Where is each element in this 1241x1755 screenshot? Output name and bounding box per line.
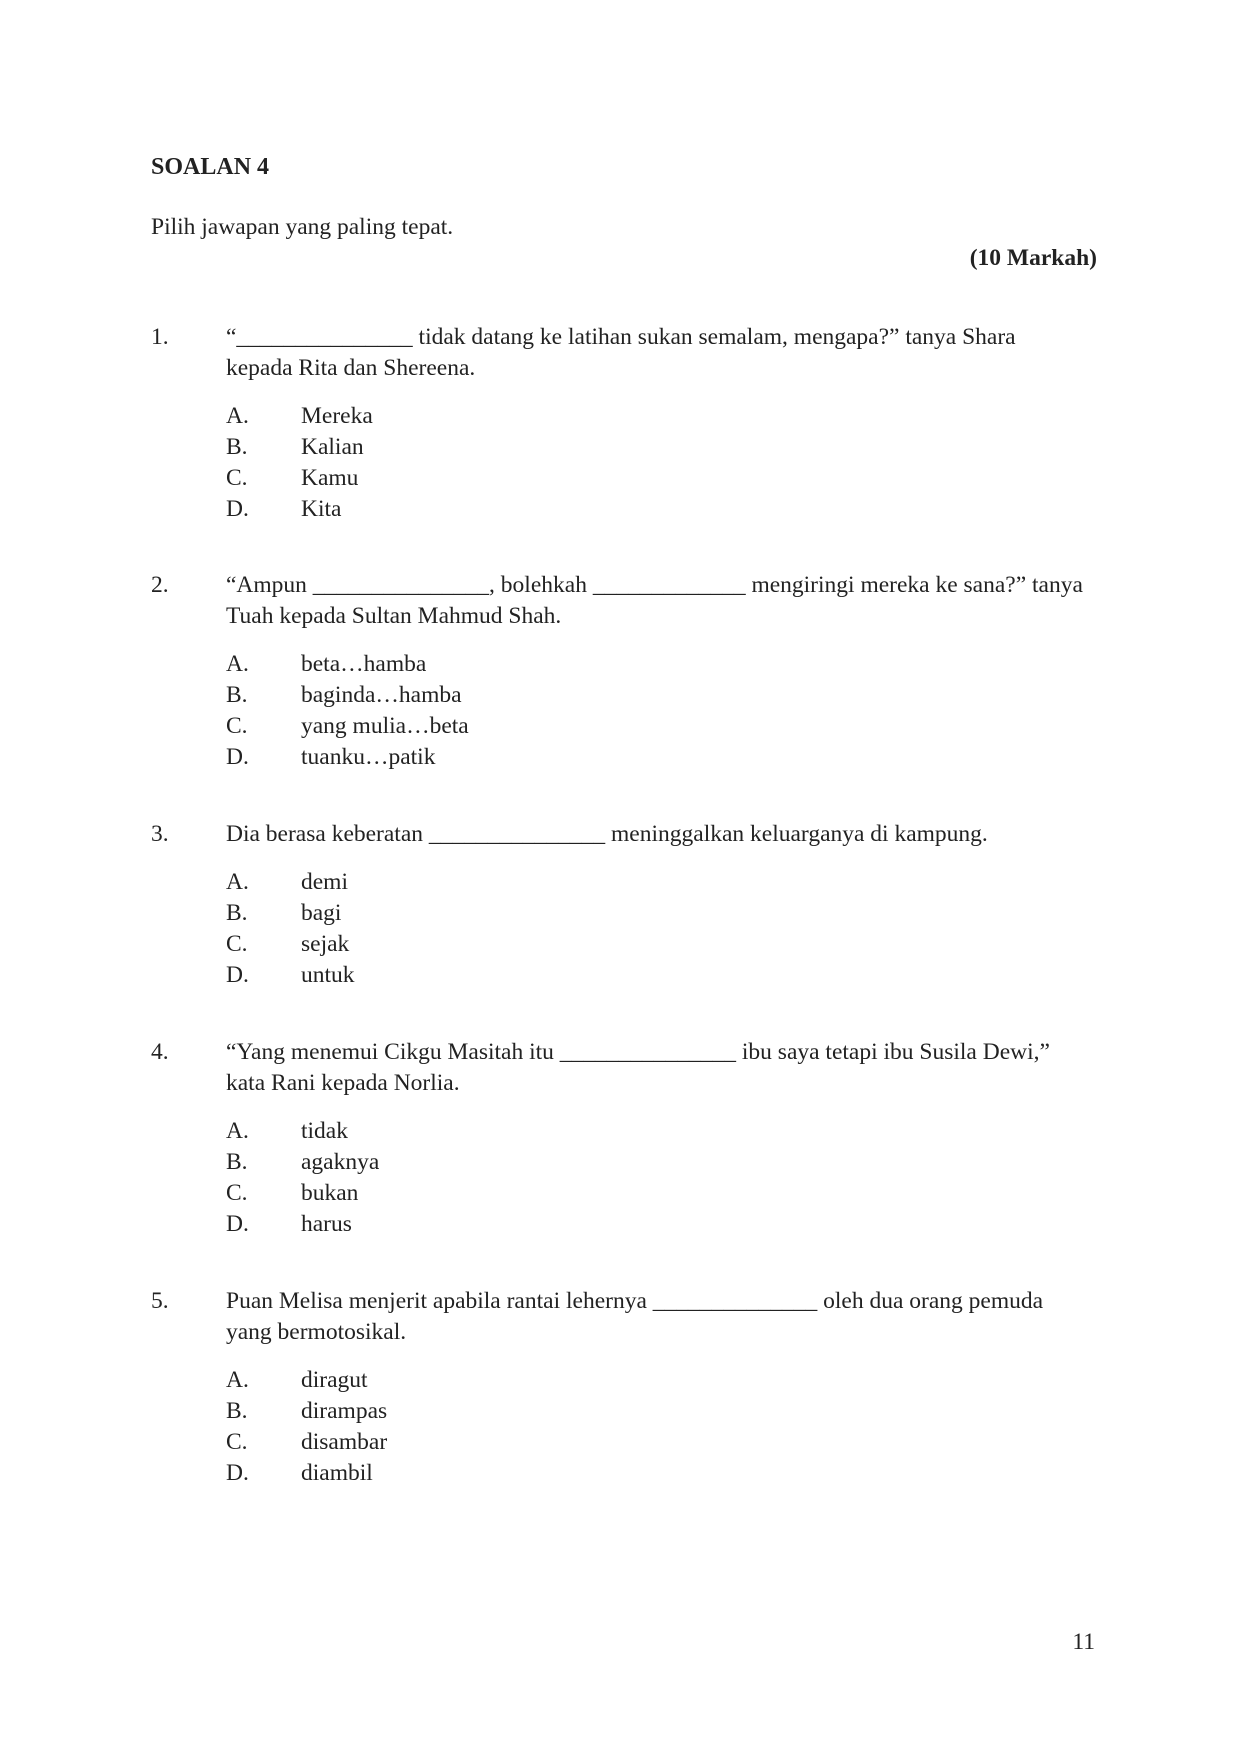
option-list (226, 649, 1091, 773)
option-text: bagi (301, 900, 342, 926)
question-number: 3. (151, 821, 169, 847)
option-text: bukan (301, 1180, 359, 1206)
option-list (226, 867, 1091, 991)
option-a[interactable] (226, 867, 1091, 898)
question-3 (151, 819, 1091, 991)
option-d[interactable] (226, 1458, 1091, 1489)
question-number: 4. (151, 1039, 169, 1065)
option-c[interactable] (226, 463, 1091, 494)
option-text: tidak (301, 1118, 348, 1144)
marks-label: (10 Markah) (969, 245, 1097, 271)
option-letter: A. (226, 651, 249, 677)
option-text: Mereka (301, 403, 373, 429)
option-text: beta…hamba (301, 651, 427, 677)
option-d[interactable] (226, 494, 1091, 525)
option-text: diragut (301, 1367, 368, 1393)
option-list (226, 1116, 1091, 1240)
option-letter: B. (226, 900, 248, 926)
option-a[interactable] (226, 401, 1091, 432)
question-number: 2. (151, 572, 169, 598)
option-text: Kamu (301, 465, 359, 491)
option-text: disambar (301, 1429, 388, 1455)
question-text: Puan Melisa menjerit apabila rantai lehernya ______________ oleh dua orang pemuda yang bermotosikal. (226, 1288, 1044, 1345)
option-a[interactable] (226, 1116, 1091, 1147)
option-b[interactable] (226, 898, 1091, 929)
instruction-text: Pilih jawapan yang paling tepat. (151, 214, 454, 240)
option-text: harus (301, 1211, 352, 1237)
option-letter: C. (226, 713, 248, 739)
option-b[interactable] (226, 1396, 1091, 1427)
option-letter: C. (226, 1429, 248, 1455)
question-4 (151, 1037, 1091, 1240)
question-1 (151, 322, 1091, 525)
option-letter: C. (226, 465, 248, 491)
option-b[interactable] (226, 1147, 1091, 1178)
question-text: “_______________ tidak datang ke latihan sukan semalam, mengapa?” tanya Shara kepada Rita dan Shereena. (226, 324, 1016, 381)
question-5 (151, 1286, 1091, 1489)
option-letter: B. (226, 434, 248, 460)
option-b[interactable] (226, 680, 1091, 711)
option-letter: C. (226, 1180, 248, 1206)
option-text: sejak (301, 931, 350, 957)
option-b[interactable] (226, 432, 1091, 463)
option-a[interactable] (226, 1365, 1091, 1396)
option-text: baginda…hamba (301, 682, 462, 708)
option-letter: B. (226, 682, 248, 708)
option-a[interactable] (226, 649, 1091, 680)
option-d[interactable] (226, 960, 1091, 991)
option-c[interactable] (226, 929, 1091, 960)
option-letter: A. (226, 403, 249, 429)
option-letter: D. (226, 496, 249, 522)
option-list (226, 1365, 1091, 1489)
option-text: demi (301, 869, 348, 895)
option-c[interactable] (226, 711, 1091, 742)
option-letter: C. (226, 931, 248, 957)
option-text: Kalian (301, 434, 364, 460)
option-text: agaknya (301, 1149, 380, 1175)
option-letter: D. (226, 962, 249, 988)
option-text: tuanku…patik (301, 744, 436, 770)
question-text: Dia berasa keberatan _______________ meninggalkan keluarganya di kampung. (226, 821, 988, 847)
option-letter: D. (226, 744, 249, 770)
option-d[interactable] (226, 742, 1091, 773)
option-text: untuk (301, 962, 355, 988)
section-title: SOALAN 4 (151, 154, 270, 180)
option-letter: A. (226, 869, 249, 895)
option-d[interactable] (226, 1209, 1091, 1240)
question-text: “Ampun _______________, bolehkah _____________ mengiringi mereka ke sana?” tanya Tuah kepada Sultan Mahmud Shah. (226, 572, 1083, 629)
question-2 (151, 570, 1091, 773)
option-letter: A. (226, 1118, 249, 1144)
option-letter: A. (226, 1367, 249, 1393)
page-number: 11 (1072, 1629, 1095, 1655)
option-text: dirampas (301, 1398, 388, 1424)
option-letter: D. (226, 1211, 249, 1237)
option-letter: B. (226, 1149, 248, 1175)
option-text: Kita (301, 496, 342, 522)
question-number: 1. (151, 324, 169, 350)
option-c[interactable] (226, 1427, 1091, 1458)
question-number: 5. (151, 1288, 169, 1314)
option-list (226, 401, 1091, 525)
question-text: “Yang menemui Cikgu Masitah itu _______________ ibu saya tetapi ibu Susila Dewi,” kata Rani kepada Norlia. (226, 1039, 1050, 1096)
option-c[interactable] (226, 1178, 1091, 1209)
option-letter: B. (226, 1398, 248, 1424)
option-letter: D. (226, 1460, 249, 1486)
option-text: yang mulia…beta (301, 713, 469, 739)
option-text: diambil (301, 1460, 373, 1486)
